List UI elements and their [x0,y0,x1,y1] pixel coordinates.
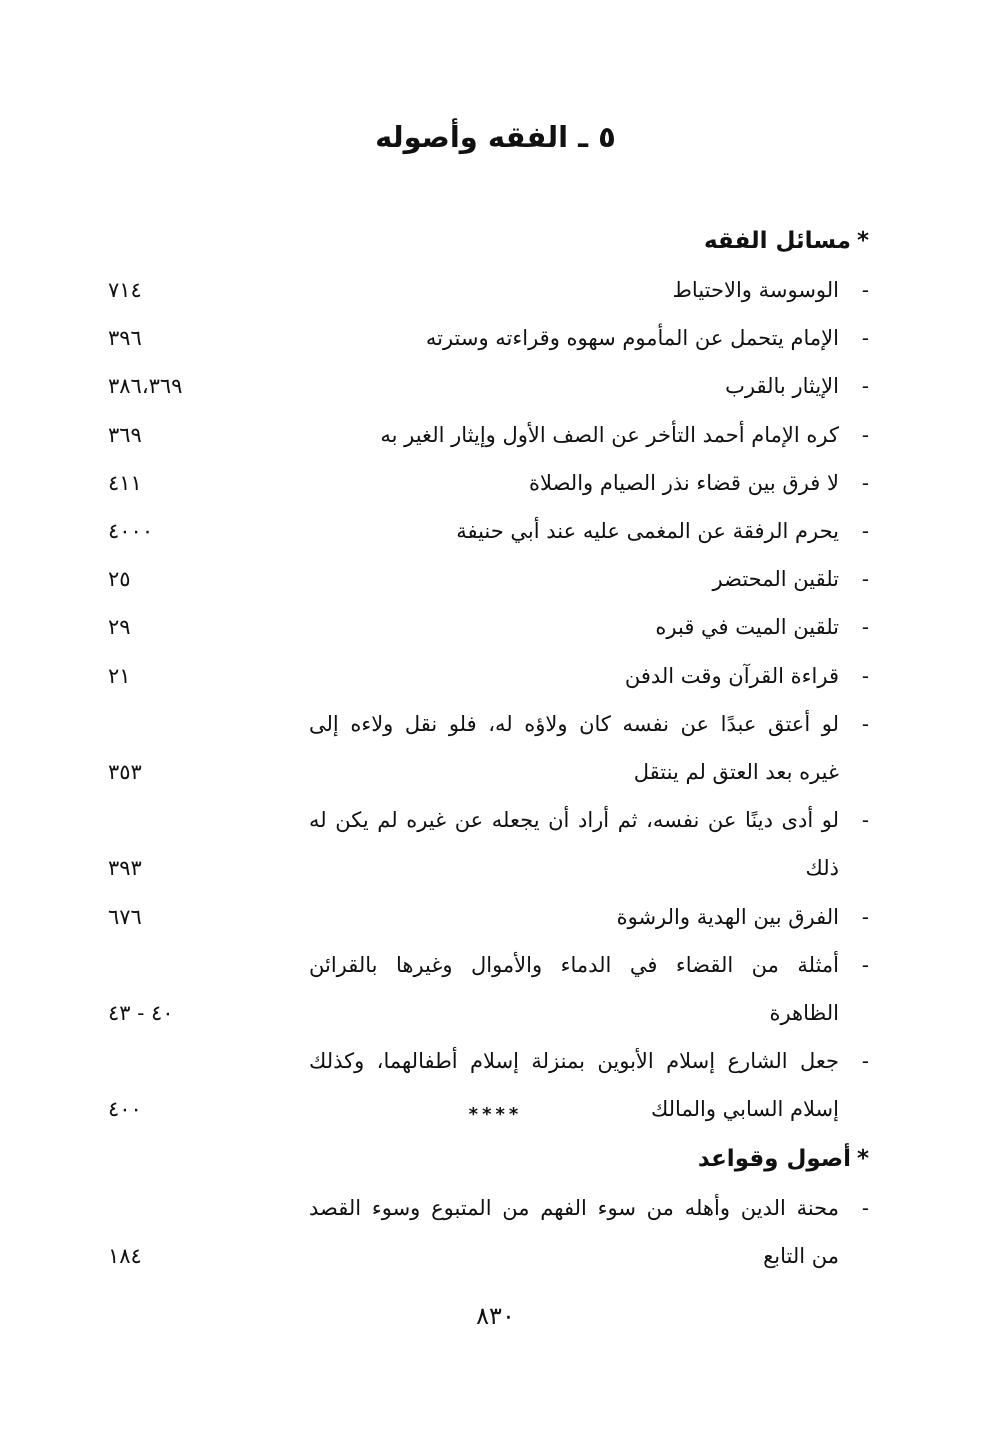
entry-text-line: لا فرق بين قضاء نذر الصيام والصلاة [529,470,839,495]
entry-page-ref: ٧١٤ [108,278,142,302]
entry-page-ref: ٣٥٣ [108,760,142,784]
entry-page-ref: ٦٧٦ [108,904,142,929]
entry-text-line: جعل الشارع إسلام الأبوين بمنزلة إسلام أطفالهما، وكذلك [309,1049,839,1074]
entry-page-ref: ٤١١ [108,470,142,495]
section-heading-principles [698,1146,869,1172]
dash-marker: - [861,1049,869,1074]
page-number: ٨٣٠ [476,1302,515,1330]
entry-text-line: تلقين المحتضر [712,567,839,592]
entry-text-line: الإيثار بالقرب [725,374,839,399]
entry-text-line: لو أعتق عبدًا عن نفسه كان ولاؤه له، فلو نقل ولاءه إلى [309,711,839,736]
dash-marker: - [861,278,869,302]
section-heading-fiqh-issues [704,228,869,254]
dash-marker: - [861,711,869,736]
entry-text-line: محنة الدين وأهله من سوء الفهم من المتبوع وسوء القصد [309,1196,839,1220]
entry-page-ref: ٤٠٠ [108,1097,142,1122]
entry-text-line: الفرق بين الهدية والرشوة [616,904,839,929]
entry-page-ref: ٢١ [108,663,131,688]
entry-text-line: الإمام يتحمل عن المأموم سهوه وقراءته وسترته [425,326,839,351]
dash-marker: - [861,326,869,351]
entry-page-ref: ٢٥ [108,567,131,592]
entry-text-line: كره الإمام أحمد التأخر عن الصف الأول وإيثار الغير به [380,422,839,447]
dash-marker: - [861,567,869,592]
entry-text-line: غيره بعد العتق لم ينتقل [633,760,839,784]
entry-page-ref: ٢٩ [108,615,131,640]
dash-marker: - [861,422,869,447]
entry-page-ref: ٣٩٦ [108,326,142,351]
entry-text-line: يحرم الرفقة عن المغمى عليه عند أبي حنيفة [456,519,839,543]
entry-page-ref: ٣٩٣ [108,856,142,881]
entry-text-line: إسلام السابي والمالك [650,1097,839,1122]
entry-text-line: من التابع [763,1244,839,1269]
entry-text-line: الظاهرة [769,1001,839,1025]
section-heading-label: أصول وقواعد [697,1146,851,1172]
entry-text-line: قراءة القرآن وقت الدفن [624,663,839,688]
page-title: ٥ ـ الفقه وأصوله [375,120,616,154]
dash-marker: - [861,904,869,929]
entry-text-line: تلقين الميت في قبره [655,615,839,640]
dash-marker: - [861,615,869,640]
dash-marker: - [861,519,869,543]
entry-text-line: ذلك [805,856,839,881]
entry-page-ref: ٣٦٩ [108,422,142,447]
entry-text-line: لو أدى دينًا عن نفسه، ثم أراد أن يجعله عن غيره لم يكن له [309,808,839,833]
dash-marker: - [861,374,869,399]
entry-page-ref: ٣٨٦،٣٦٩ [108,374,183,399]
dash-marker: - [861,808,869,833]
entry-page-ref: ٤٠٠٠ [108,519,154,543]
entry-text-line: الوسوسة والاحتياط [672,278,839,302]
dash-marker: - [861,663,869,688]
section-heading-label: مسائل الفقه [703,228,851,254]
dash-marker: - [861,1196,869,1220]
star-icon: * [856,1146,869,1172]
entry-page-ref: ١٨٤ [108,1244,142,1269]
entry-text-line: أمثلة من القضاء في الدماء والأموال وغيرها بالقرائن [309,952,839,977]
entry-page-ref: ٤٠ - ٤٣ [108,1001,174,1025]
star-icon: * [856,228,869,254]
section-separator: **** [468,1104,523,1125]
dash-marker: - [861,470,869,495]
dash-marker: - [861,952,869,977]
